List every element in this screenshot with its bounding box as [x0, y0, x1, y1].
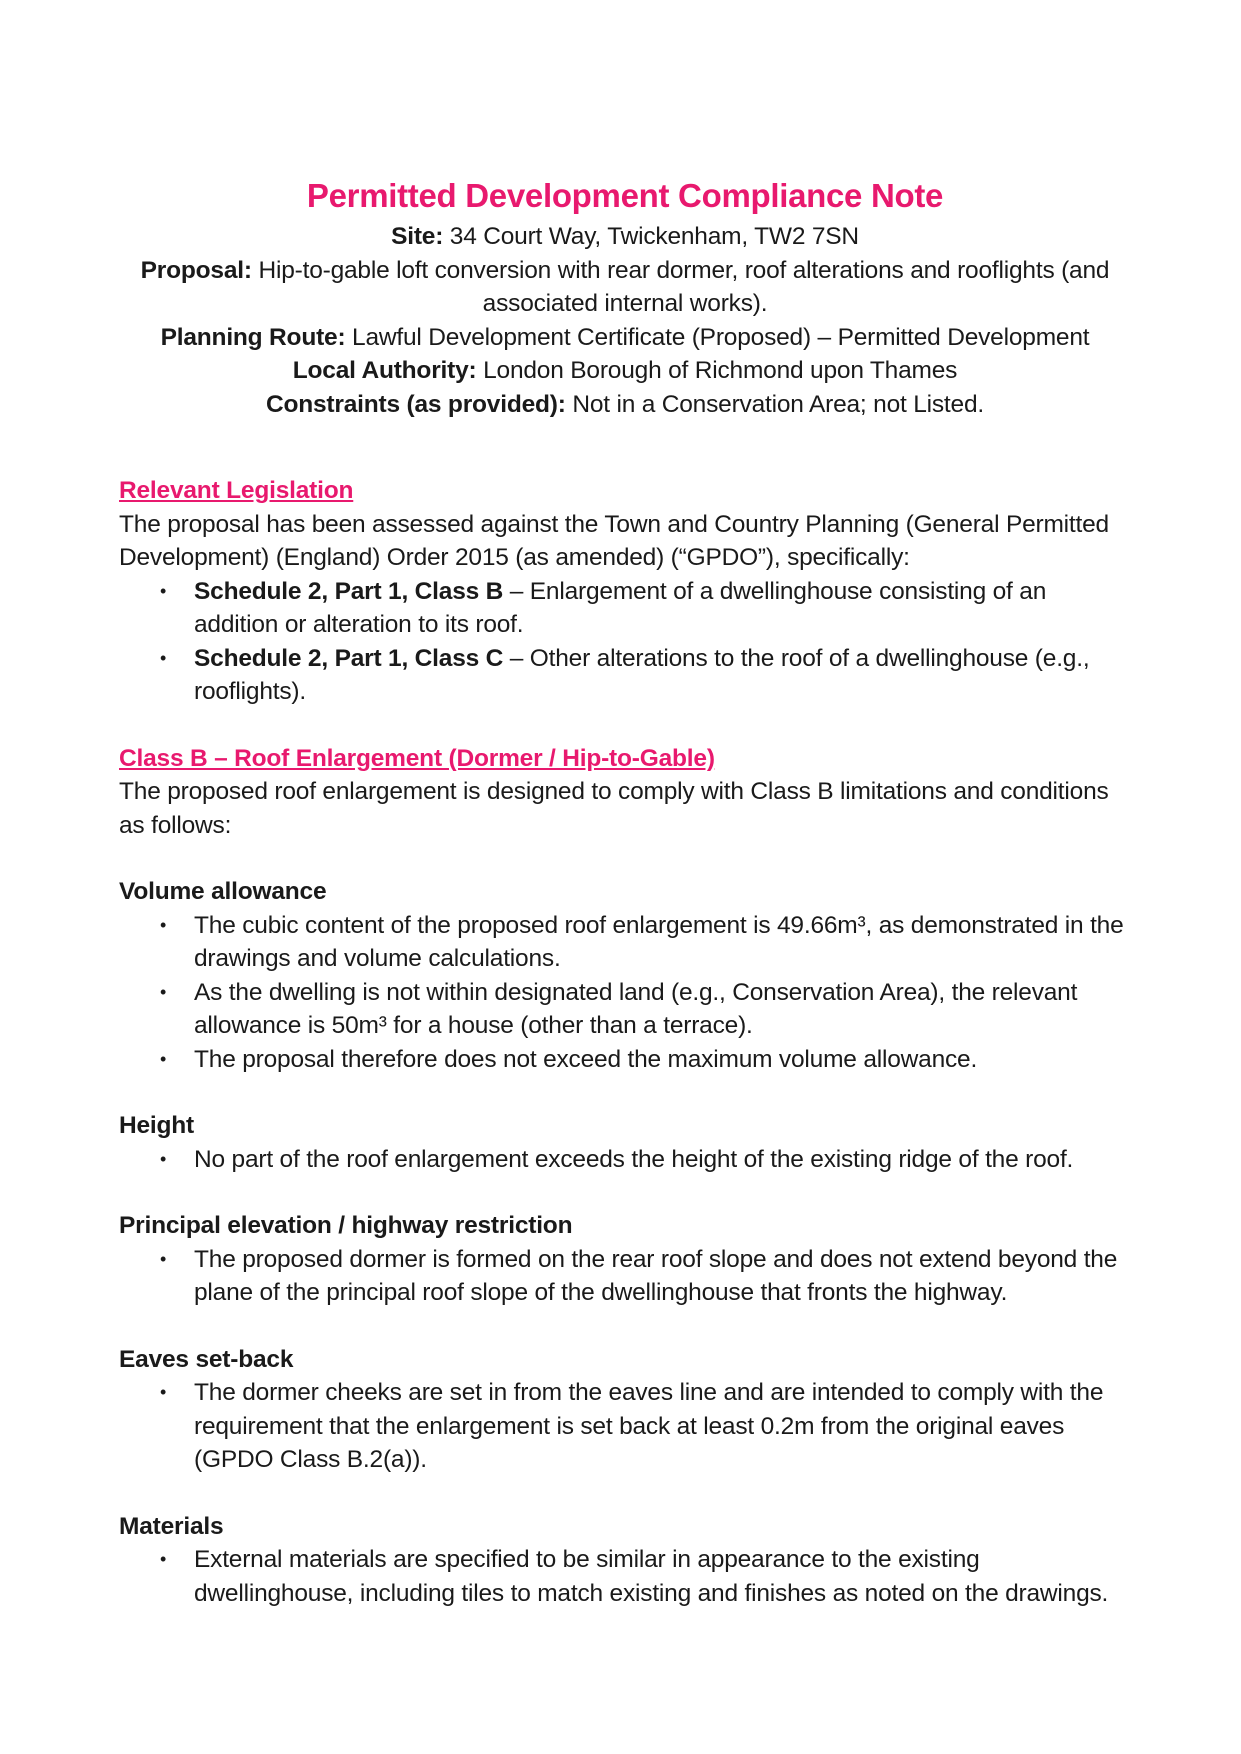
- list-item: [160, 909, 1131, 976]
- materials-list: [119, 1543, 1131, 1610]
- planning-route-label: Planning Route:: [160, 323, 346, 351]
- bullet: •: [160, 1048, 167, 1069]
- list-item-text: As the dwelling is not within designated land (e.g., Conservation Area), the relevant allowance is 50m³ for a house (other than a terrace).: [194, 978, 1078, 1039]
- list-item: [160, 1043, 1131, 1077]
- volume-list: [119, 909, 1131, 1077]
- list-item-bold: Schedule 2, Part 1, Class B: [194, 577, 504, 605]
- planning-route-value: Lawful Development Certificate (Proposed) – Permitted Development: [345, 323, 1090, 351]
- spacer: [119, 1310, 1131, 1343]
- bullet: •: [160, 1148, 167, 1169]
- list-item: [160, 1243, 1131, 1310]
- subheading-volume-allowance: Volume allowance: [119, 878, 327, 905]
- list-item: [160, 1143, 1131, 1177]
- list-item-text: External materials are specified to be similar in appearance to the existing dwellinghouse, including tiles to match existing and finishes as noted on the drawings.: [194, 1546, 1109, 1607]
- bullet: •: [160, 1549, 167, 1569]
- spacer: [119, 1477, 1131, 1510]
- list-item-bold: Schedule 2, Part 1, Class C: [194, 644, 504, 672]
- section-heading-class-b: Class B – Roof Enlargement (Dormer / Hip-to-Gable): [119, 744, 715, 772]
- list-item: [160, 575, 1131, 642]
- constraints-label: Constraints (as provided):: [265, 390, 566, 418]
- spacer: [119, 709, 1131, 742]
- bullet: •: [160, 1382, 167, 1402]
- list-item-text: The dormer cheeks are set in from the eaves line and are intended to comply with the requirement that the enlargement is set back at least 0.2m from the original eaves (GPDO Class B.2(a)).: [194, 1379, 1104, 1473]
- site-line: [119, 220, 1131, 254]
- spacer: [119, 842, 1131, 875]
- list-item: [160, 642, 1131, 709]
- list-item-text: The proposal therefore does not exceed the maximum volume allowance.: [194, 1045, 978, 1073]
- list-item: [160, 1543, 1131, 1610]
- list-item-text: – Enlargement of a dwellinghouse consisting of an addition or alteration to its roof.: [194, 577, 1047, 638]
- local-authority-label: Local Authority:: [292, 357, 477, 384]
- list-item-text: The proposed dormer is formed on the rear roof slope and does not extend beyond the plane of the principal roof slope of the dwellinghouse that fronts the highway.: [194, 1245, 1118, 1306]
- bullet: •: [160, 580, 167, 601]
- list-item: [160, 1376, 1131, 1477]
- constraints-value: Not in a Conservation Area; not Listed.: [565, 390, 984, 418]
- local-authority-line: [119, 354, 1131, 388]
- list-item-text: – Other alterations to the roof of a dwellinghouse (e.g., rooflights).: [194, 644, 1090, 705]
- proposal-label: Proposal:: [140, 256, 252, 284]
- site-value: 34 Court Way, Twickenham, TW2 7SN: [443, 223, 859, 250]
- subheading-materials: Materials: [119, 1512, 224, 1540]
- legislation-list: [119, 575, 1131, 709]
- subheading-height: Height: [119, 1112, 195, 1139]
- local-authority-value: London Borough of Richmond upon Thames: [476, 357, 958, 384]
- list-item-text: The cubic content of the proposed roof enlargement is 49.66m³, as demonstrated in the drawings and volume calculations.: [194, 911, 1124, 972]
- subheading-eaves-set-back: Eaves set-back: [119, 1345, 294, 1373]
- legislation-intro: The proposal has been assessed against the Town and Country Planning (General Permitted Development) (England) Order 2015 (as amended) (“GPDO”), specifically:: [119, 510, 1109, 571]
- section-heading-legislation: Relevant Legislation: [119, 477, 354, 504]
- site-label: Site:: [391, 223, 444, 250]
- planning-route-line: [119, 321, 1131, 355]
- proposal-value: Hip-to-gable loft conversion with rear dormer, roof alterations and rooflights (and associated internal works).: [251, 256, 1110, 317]
- height-list: [119, 1143, 1131, 1177]
- class-b-intro: The proposed roof enlargement is designed to comply with Class B limitations and conditions as follows:: [119, 778, 1109, 839]
- subheading-principal-elevation: Principal elevation / highway restriction: [119, 1212, 573, 1239]
- bullet: •: [160, 981, 167, 1002]
- spacer: [119, 421, 1131, 455]
- list-item-text: No part of the roof enlargement exceeds the height of the existing ridge of the roof.: [194, 1145, 1074, 1173]
- bullet: •: [160, 914, 167, 935]
- spacer: [119, 1176, 1131, 1209]
- constraints-line: [119, 388, 1131, 422]
- bullet: •: [160, 1248, 167, 1269]
- eaves-list: [119, 1376, 1131, 1477]
- spacer: [119, 1076, 1131, 1109]
- page-title: Permitted Development Compliance Note: [306, 177, 944, 214]
- principal-list: [119, 1243, 1131, 1310]
- list-item: [160, 976, 1131, 1043]
- proposal-line: [119, 254, 1131, 321]
- bullet: •: [160, 647, 167, 668]
